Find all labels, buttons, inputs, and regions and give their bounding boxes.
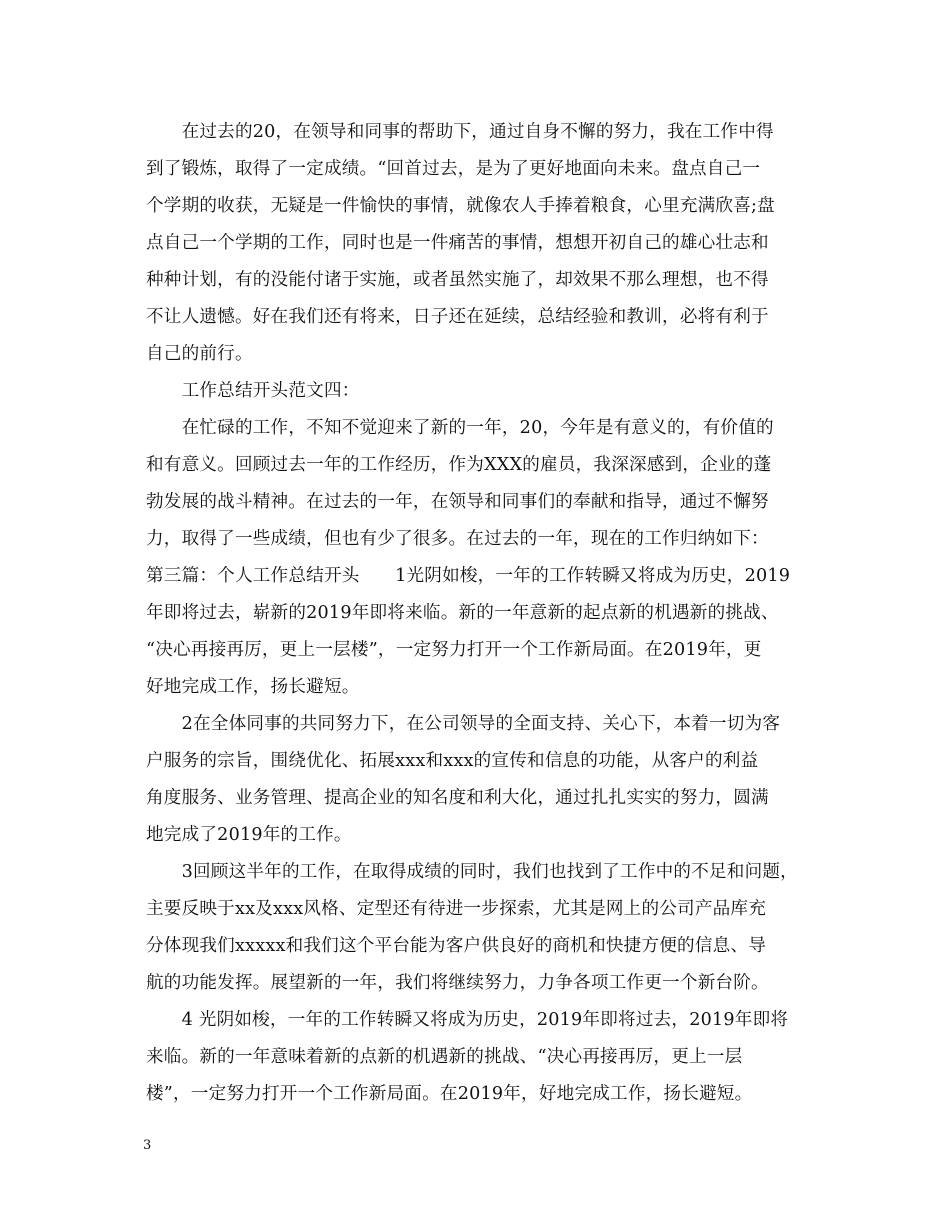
text-line: 力，取得了一些成绩，但也有少了很多。在过去的一年，现在的工作归纳如下： [146,529,769,549]
section-heading: 工作总结开头范文四： [146,381,360,401]
text-line: 角度服务、业务管理、提高企业的知名度和利大化，通过扎扎实实的努力，圆满 [146,788,769,808]
page-number: 3 [143,1138,152,1153]
text-line: 3回顾这半年的工作，在取得成绩的同时，我们也找到了工作中的不足和问题， [146,862,798,882]
text-line: 地完成了2019年的工作。 [146,825,352,845]
text-line: 年即将过去，崭新的2019年即将来临。新的一年意新的起点新的机遇新的挑战、 [146,603,779,623]
text-line: 户服务的宗旨，围绕优化、拓展xxx和xxx的宣传和信息的功能，从客户的利益 [146,751,759,771]
text-line: 主要反映于xx及xxx风格、定型还有待进一步探索，尤其是网上的公司产品库充 [146,899,767,919]
text-line: 来临。新的一年意味着新的点新的机遇新的挑战、“决心再接再厉，更上一层 [146,1047,743,1067]
text-line: 楼”，一定努力打开一个工作新局面。在2019年，好地完成工作，扬长避短。 [146,1084,753,1104]
text-line: 种种计划，有的没能付诸于实施，或者虽然实施了，却效果不那么理想，也不得 [146,270,769,290]
text-line: 在过去的20，在领导和同事的帮助下，通过自身不懈的努力，我在工作中得 [146,122,774,142]
text-line: 自己的前行。 [146,344,253,364]
text-line: 好地完成工作，扬长避短。 [146,677,360,697]
text-line: 第三篇：个人工作总结开头 1光阴如梭，一年的工作转瞬又将成为历史，2019 [146,566,791,586]
text-line: 不让人遗憾。好在我们还有将来，日子还在延续，总结经验和教训，必将有利于 [146,307,769,327]
text-line: 勃发展的战斗精神。在过去的一年，在领导和同事们的奉献和指导，通过不懈努 [146,492,769,512]
text-line: 个学期的收获，无疑是一件愉快的事情，就像农人手捧着粮食，心里充满欣喜;盘 [146,196,775,216]
text-line: 和有意义。回顾过去一年的工作经历，作为XXX的雇员，我深深感到，企业的蓬 [146,455,772,475]
text-line: 在忙碌的工作，不知不觉迎来了新的一年，20，今年是有意义的，有价值的 [146,418,774,438]
text-line: 到了锻炼，取得了一定成绩。“回首过去，是为了更好地面向未来。盘点自己一 [146,159,761,179]
text-line: 4 光阴如梭，一年的工作转瞬又将成为历史，2019年即将过去，2019年即将 [146,1010,789,1030]
text-line: 航的功能发挥。展望新的一年，我们将继续努力，力争各项工作更一个新台阶。 [146,973,769,993]
text-line: 2在全体同事的共同努力下，在公司领导的全面支持、关心下，本着一切为客 [146,714,781,734]
text-line: 分体现我们xxxxx和我们这个平台能为客户供良好的商机和快捷方便的信息、导 [146,936,767,956]
text-line: 点自己一个学期的工作，同时也是一件痛苦的事情，想想开初自己的雄心壮志和 [146,233,769,253]
text-line: “决心再接再厉，更上一层楼”，一定努力打开一个工作新局面。在2019年，更 [146,640,762,660]
